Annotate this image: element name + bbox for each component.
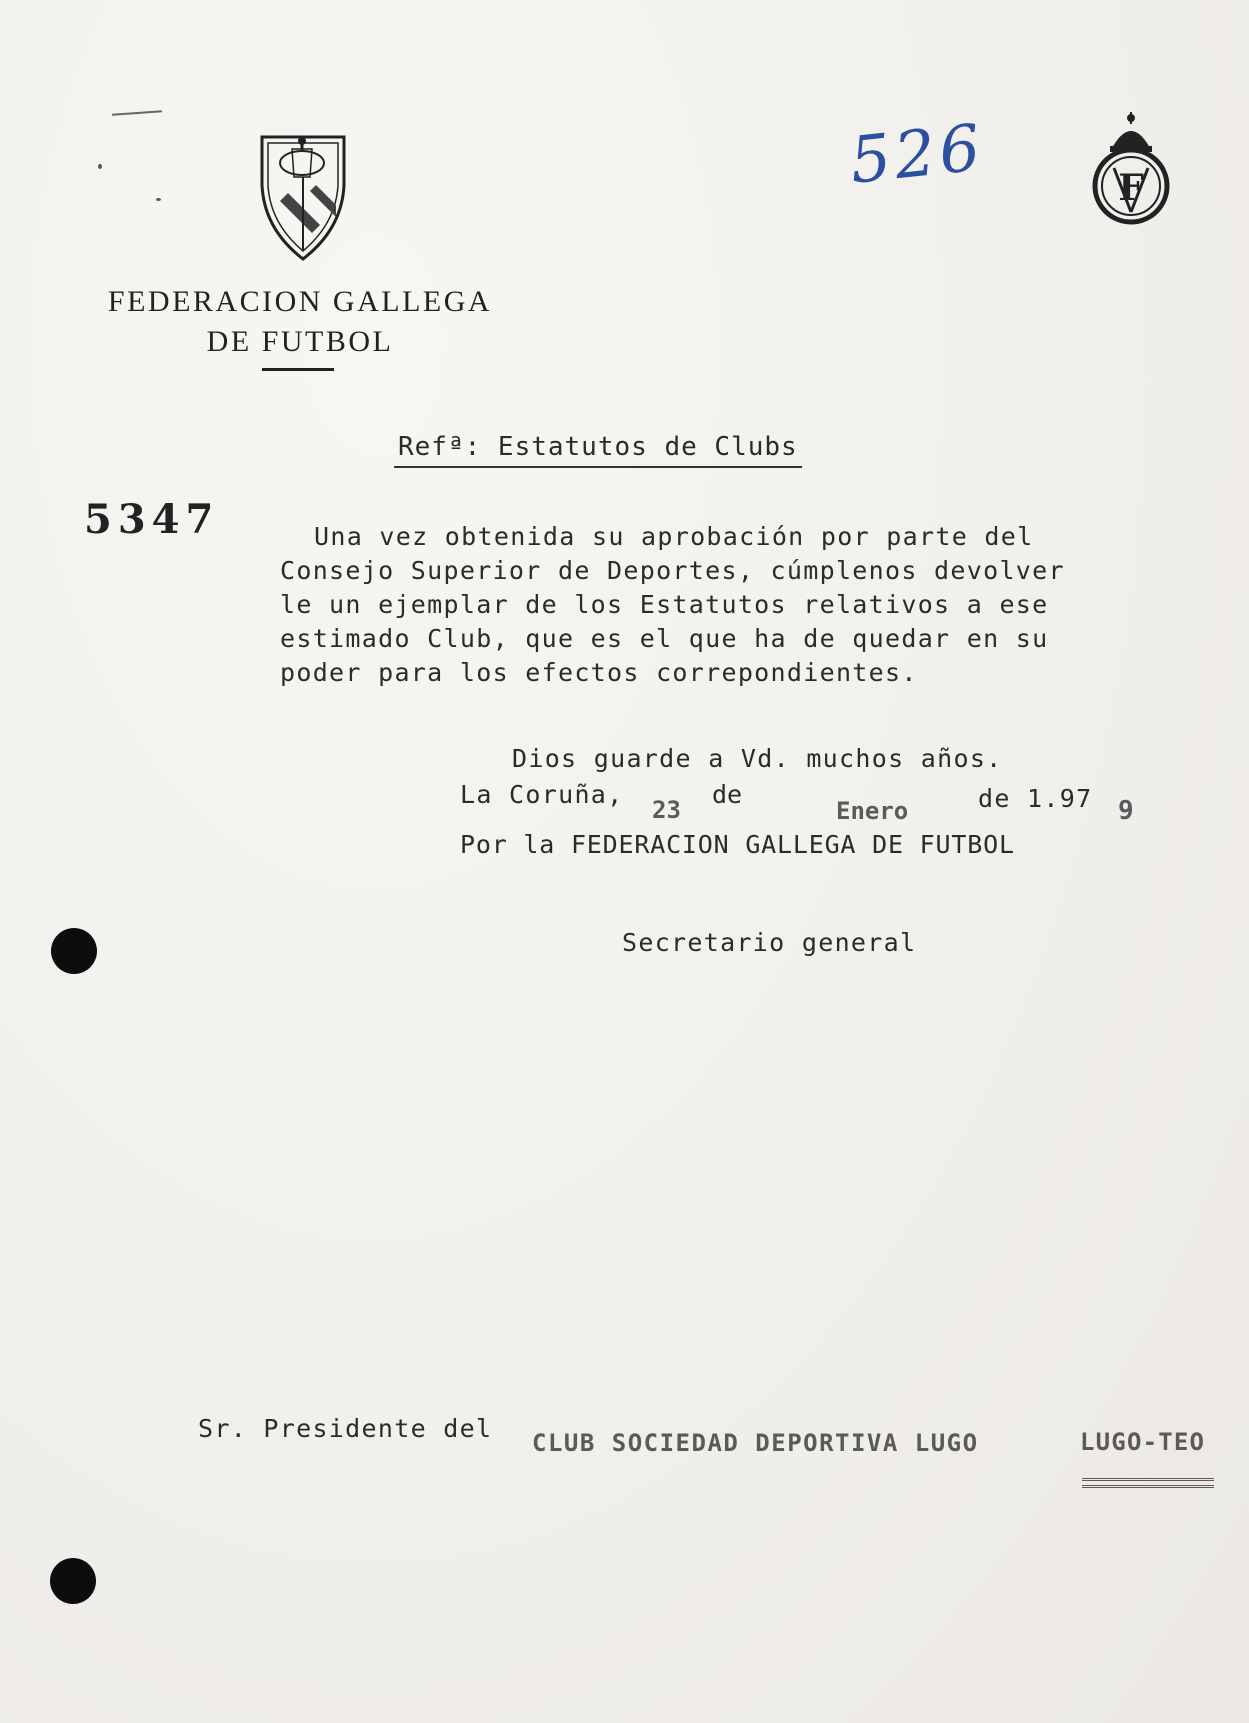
- date-month-stamp: Enero: [836, 797, 909, 825]
- pencil-mark: [112, 110, 162, 115]
- reference-line: Refª: Estatutos de Clubs: [398, 432, 798, 462]
- date-place: La Coruña,: [460, 780, 624, 809]
- ink-speck: [156, 198, 161, 201]
- rfef-crest-logo: [1090, 112, 1172, 227]
- city-underline: [1082, 1478, 1214, 1488]
- closing-greeting: Dios guarde a Vd. muchos años.: [512, 744, 1003, 773]
- date-day-stamp: 23: [652, 796, 681, 824]
- federation-shield-logo: [258, 133, 348, 263]
- federation-name: [80, 282, 520, 362]
- addressee-label: Sr. Presidente del: [198, 1414, 493, 1443]
- addressee-city: LUGO-TEO: [1080, 1428, 1206, 1456]
- signatory-title: Secretario general: [622, 928, 917, 957]
- reference-underline: [394, 466, 802, 468]
- ink-speck: [98, 164, 102, 169]
- body-line-5: poder para los efectos correpondientes.: [280, 658, 918, 687]
- punch-hole: [50, 1558, 96, 1604]
- date-de-1: de: [712, 780, 743, 809]
- body-line-3: le un ejemplar de los Estatutos relativos a ese: [280, 590, 1049, 619]
- signature-line: Por la FEDERACION GALLEGA DE FUTBOL: [460, 830, 1015, 859]
- date-year-digit-stamp: 9: [1118, 796, 1134, 826]
- federation-name-line2: DE FUTBOL: [206, 325, 394, 358]
- punch-hole: [51, 928, 97, 974]
- handwritten-file-number: 526: [846, 111, 988, 199]
- body-line-1: Una vez obtenida su aprobación por parte del: [314, 522, 1034, 551]
- body-line-2: Consejo Superior de Deportes, cúmplenos devolver: [280, 556, 1065, 585]
- svg-text:F: F: [1118, 167, 1144, 209]
- federation-underline: [262, 368, 334, 371]
- date-de-2: de 1.97: [978, 784, 1093, 813]
- addressee-club: CLUB SOCIEDAD DEPORTIVA LUGO: [532, 1429, 979, 1457]
- federation-name-line1: FEDERACION GALLEGA: [107, 285, 493, 318]
- register-number: 5347: [84, 496, 220, 543]
- body-line-4: estimado Club, que es el que ha de quedar en su: [280, 624, 1049, 653]
